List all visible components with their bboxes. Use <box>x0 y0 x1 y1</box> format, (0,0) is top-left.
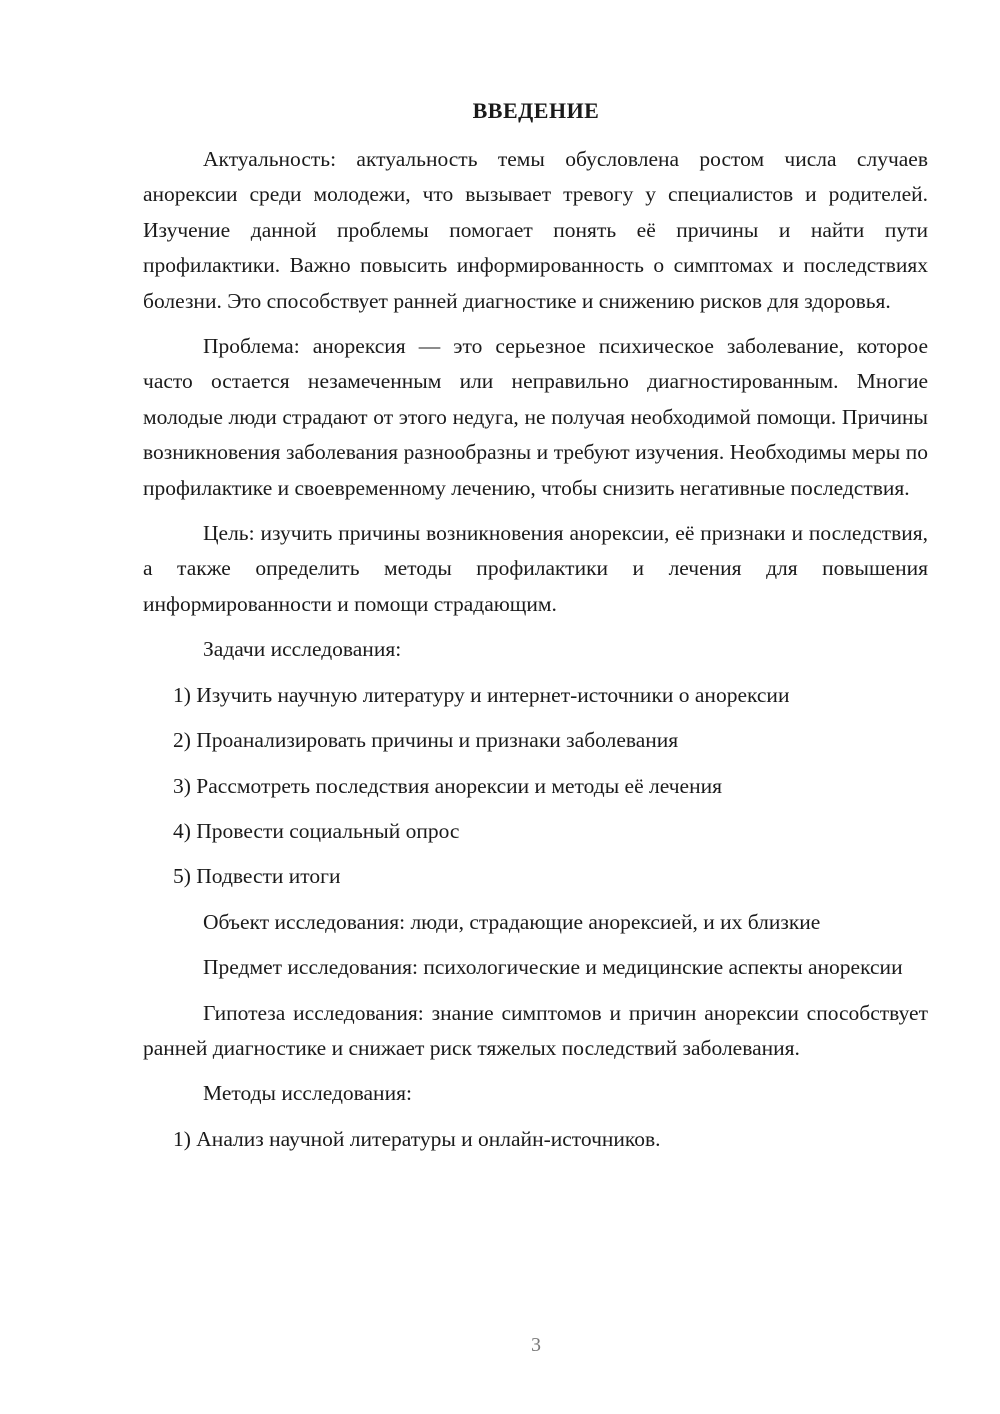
methods-heading: Методы исследования: <box>203 1081 412 1106</box>
page-title: ВВЕДЕНИЕ <box>472 98 600 123</box>
task-item: 5) Подвести итоги <box>173 864 341 889</box>
task-item: 1) Изучить научную литературу и интернет-источники о анорексии <box>173 682 790 707</box>
tasks-heading: Задачи исследования: <box>203 637 402 662</box>
hypothesis-paragraph: Гипотеза исследования: знание симптомов и причин анорексии способствует ранней диагностике и снижает риск тяжелых последствий заболевания. <box>143 1000 928 1060</box>
object-paragraph: Объект исследования: люди, страдающие анорексией, и их близкие <box>203 909 821 934</box>
task-item: 3) Рассмотреть последствия анорексии и методы её лечения <box>173 773 723 798</box>
task-item: 2) Проанализировать причины и признаки заболевания <box>173 728 679 753</box>
problem-paragraph: Проблема: анорексия — это серьезное психическое заболевание, которое часто остается незамеченным или неправильно диагностированным. Многие молодые люди страдают от этого недуга, не получая необходимой помощи. Причины возникновения заболевания разнообразны и требуют изучения. Необходимы меры по профилактике и своевременному лечению, чтобы снизить негативные последствия. <box>143 334 928 500</box>
page-number: 3 <box>531 1334 541 1356</box>
relevance-paragraph: Актуальность: актуальность темы обусловлена ростом числа случаев анорексии среди молодежи, что вызывает тревогу у специалистов и родителей. Изучение данной проблемы помогает понять её причины и найти пути профилактики. Важно повысить информированность о симптомах и последствиях болезни. Это способствует ранней диагностике и снижению рисков для здоровья. <box>143 147 928 313</box>
task-item: 4) Провести социальный опрос <box>173 818 460 843</box>
method-item: 1) Анализ научной литературы и онлайн-источников. <box>173 1126 661 1151</box>
subject-paragraph: Предмет исследования: психологические и медицинские аспекты анорексии <box>203 955 903 980</box>
document-body <box>143 142 928 1167</box>
goal-paragraph: Цель: изучить причины возникновения анорексии, её признаки и последствия, а также определить методы профилактики и лечения для повышения информированности и помощи страдающим. <box>143 521 928 616</box>
